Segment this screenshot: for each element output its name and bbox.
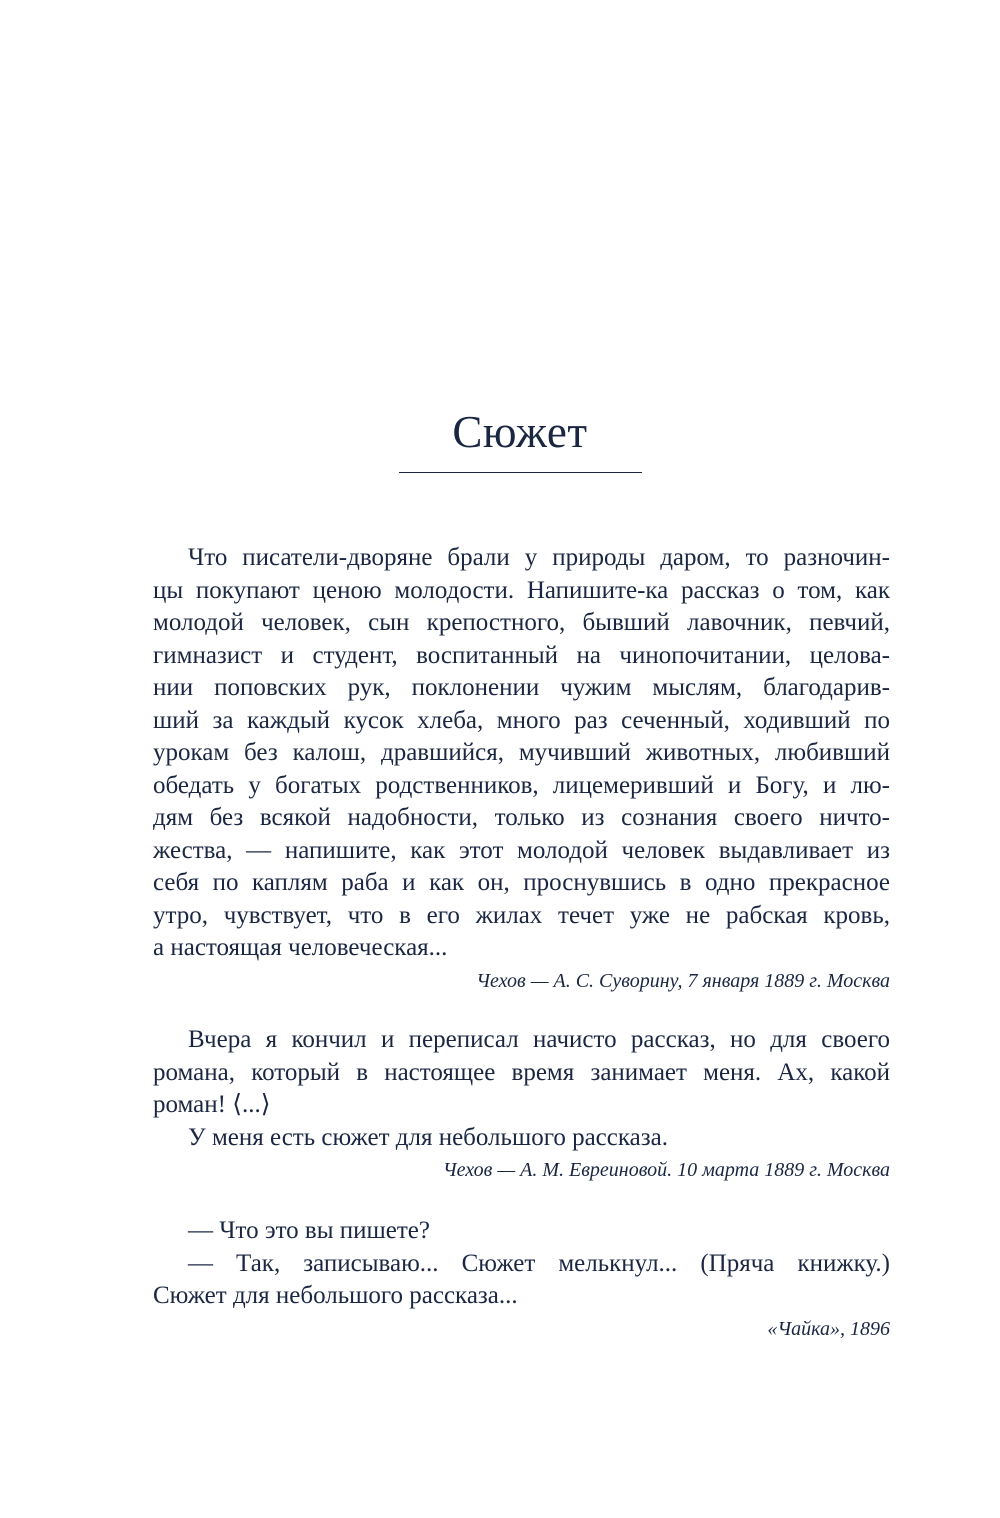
dialogue-line: — Что это вы пишете? <box>188 1217 430 1244</box>
quote-attribution: «Чайка», 1896 <box>767 1317 890 1340</box>
paragraph-line: Что писатели-дворяне брали у природы даром, то разночин- <box>188 544 890 571</box>
quote-attribution: Чехов — А. С. Суворину, 7 января 1889 г. Москва <box>476 969 890 992</box>
paragraph-line: урокам без калош, дравшийся, мучивший животных, любивший <box>153 739 890 766</box>
title-divider <box>399 472 642 473</box>
paragraph-line: гимназист и студент, воспитанный на чинопочитании, целова- <box>153 641 890 669</box>
paragraph-line: роман! ⟨...⟩ <box>153 1091 271 1118</box>
dialogue-line: Сюжет для небольшого рассказа... <box>153 1282 518 1309</box>
chapter-title: Сюжет <box>452 407 588 457</box>
quote-block-evreinova <box>153 1024 890 1186</box>
quote-block-seagull <box>153 1215 890 1345</box>
paragraph-line: а настоящая человеческая... <box>153 934 448 961</box>
paragraph-line: цы покупают ценою молодости. Напишите-ка рассказ о том, как <box>153 576 890 604</box>
paragraph-line: обедать у богатых родственников, лицемеривший и Богу, и лю- <box>153 771 890 799</box>
quote-attribution: Чехов — А. М. Евреиновой. 10 марта 1889 г. Москва <box>442 1159 890 1181</box>
paragraph-line: жества, — напишите, как этот молодой человек выдавливает из <box>153 836 890 864</box>
paragraph-line: себя по каплям раба и как он, проснувшись в одно прекрасное <box>153 869 890 896</box>
paragraph-line: романа, который в настоящее время занимает меня. Ах, какой <box>153 1058 890 1086</box>
paragraph-line: ший за каждый кусок хлеба, много раз сеченный, ходивший по <box>153 706 890 734</box>
paragraph-line: нии поповских рук, поклонении чужим мыслям, благодарив- <box>153 674 890 701</box>
quote-block-suvorin <box>153 542 890 997</box>
paragraph-line: дям без всякой надобности, только из сознания своего ничто- <box>153 804 890 831</box>
paragraph-line: утро, чувствует, что в его жилах течет уже не рабская кровь, <box>153 901 890 929</box>
paragraph-line: молодой человек, сын крепостного, бывший лавочник, певчий, <box>153 609 890 636</box>
paragraph-line: Вчера я кончил и переписал начисто рассказ, но для своего <box>188 1026 890 1053</box>
paragraph-line: У меня есть сюжет для небольшого рассказа. <box>188 1123 668 1151</box>
dialogue-line: — Так, записываю... Сюжет мелькнул... (Пряча книжку.) <box>188 1249 890 1277</box>
